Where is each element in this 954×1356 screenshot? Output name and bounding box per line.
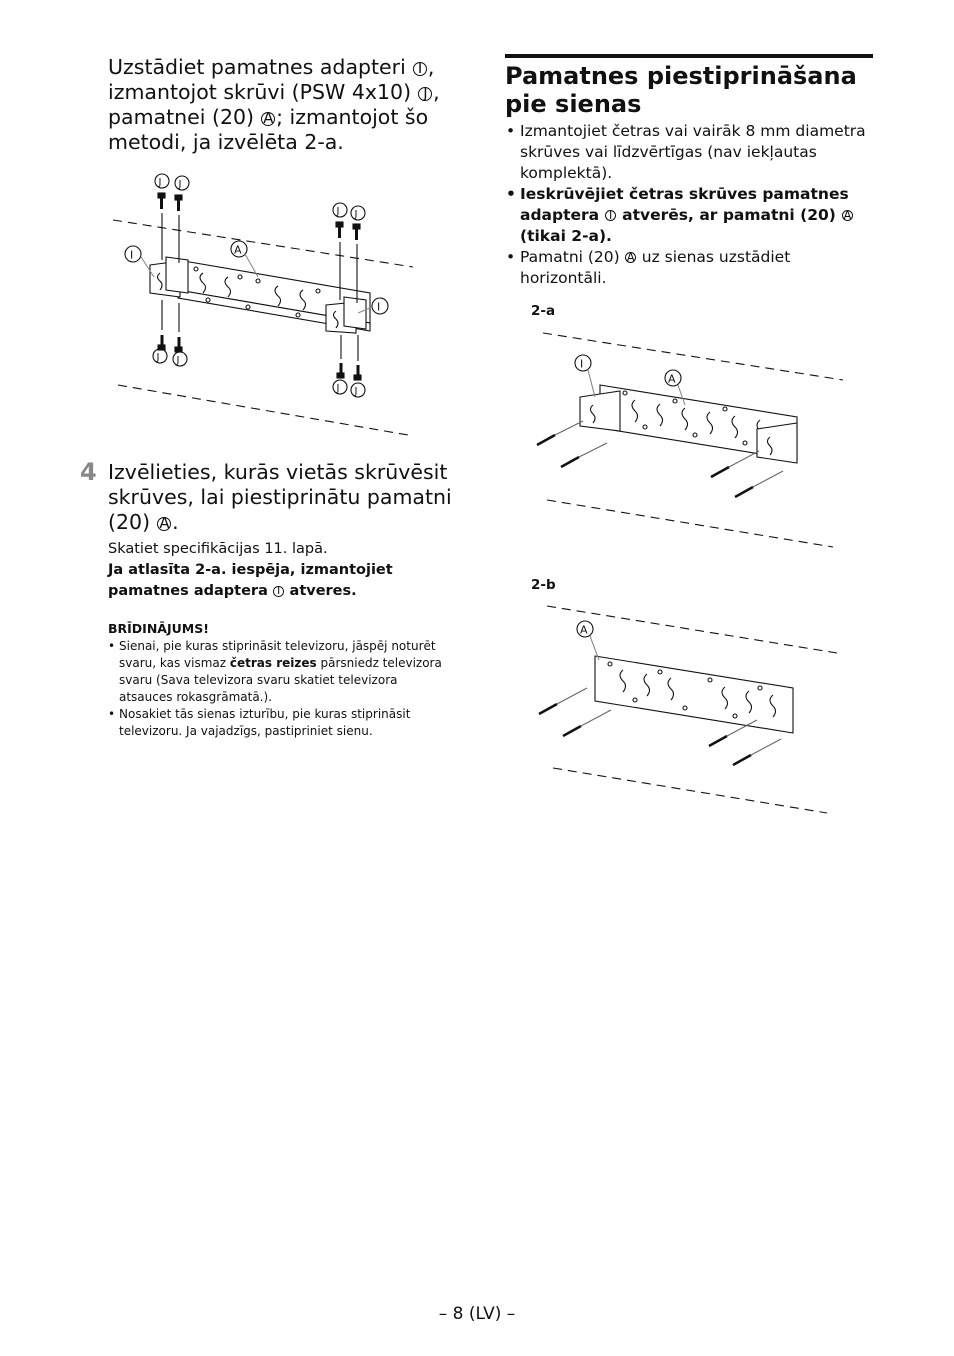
figure-label-a: A	[580, 623, 588, 637]
instruction-2-text-3: (tikai 2-a).	[520, 227, 612, 245]
warning-box	[108, 621, 448, 740]
figure-label-i: I	[130, 248, 134, 262]
warning-item-1-text: Sienai, pie kuras stiprināsit televizoru, jāspēj noturēt svaru, kas vismaz	[119, 639, 436, 670]
intro-text-1: Uzstādiet pamatnes adapteri	[108, 55, 413, 79]
warning-item-1-text-end: pārsniedz televizora svaru (Sava televizora svaru skatiet televizora atsauces rokasgrāmatā.).	[119, 656, 442, 704]
screw-group-top-left	[155, 174, 189, 263]
figure-label-j: J	[354, 209, 358, 220]
figure-label-j: J	[176, 355, 180, 366]
instruction-item: • Izmantojiet četras vai vairāk 8 mm diametra skrūves vai līdzvērtīgas (nav iekļautas komplektā).	[505, 121, 875, 184]
instruction-2-text-1: Ieskrūvējiet četras skrūves pamatnes adaptera	[520, 185, 849, 224]
figure-label-j: J	[354, 386, 358, 397]
warning-item-1-bold: četras reizes	[229, 656, 317, 670]
step-4-reference: Skatiet specifikācijas 11. lapā.	[108, 541, 328, 557]
wall-guide-line-bottom	[553, 768, 827, 813]
page-number: – 8 (LV) –	[438, 1304, 516, 1324]
warning-title: BRĪDINĀJUMS!	[108, 621, 209, 636]
figure-2b-label: 2-b	[531, 577, 556, 593]
wall-mount-2b-illustration	[525, 598, 855, 818]
step-4-heading	[108, 460, 460, 535]
figure-label-j: J	[156, 352, 160, 363]
warning-item	[108, 638, 448, 706]
figure-label-i: I	[377, 300, 381, 314]
figure-label-i: I	[580, 357, 584, 371]
screw-group-bottom-left	[153, 300, 187, 366]
callout-a	[577, 621, 599, 660]
wall-guide-line-top	[547, 606, 837, 653]
instruction-3-text-1: Pamatni (20)	[520, 248, 625, 266]
adapter-right	[757, 423, 797, 463]
label-i-symbol: I	[413, 62, 427, 76]
figure-label-j: J	[158, 177, 162, 188]
figure-label-j: J	[336, 383, 340, 394]
label-i-symbol: I	[273, 586, 284, 597]
step-4-bold-note	[108, 560, 460, 602]
instruction-item	[505, 184, 875, 247]
label-a-symbol: A	[263, 109, 274, 127]
wall-guide-line-top	[113, 220, 413, 267]
section-title: Pamatnes piestiprināšana pie sienas	[505, 62, 857, 118]
figure-label-a: A	[234, 243, 242, 257]
label-i-symbol: I	[605, 210, 616, 221]
adapter-left	[150, 257, 188, 297]
figure-label-a: A	[668, 372, 676, 386]
label-a-symbol: A	[843, 209, 852, 223]
screw-group-bottom-right	[333, 335, 365, 397]
step-4-heading-end: .	[172, 510, 179, 534]
warning-item: • Nosakiet tās sienas izturību, pie kuras stiprināsit televizoru. Ja vajadzīgs, pastipriniet sienu.	[108, 706, 448, 740]
instruction-2-text-2: atverēs, ar pamatni (20)	[616, 206, 842, 224]
label-a-symbol: A	[626, 251, 635, 265]
warning-list	[108, 638, 448, 740]
instruction-item	[505, 247, 875, 289]
step-4-heading-text: Izvēlieties, kurās vietās skrūvēsit skrūves, lai piestiprinātu pamatni (20)	[108, 460, 452, 534]
callout-i	[575, 355, 595, 397]
wall-mount-2a-illustration	[525, 325, 855, 555]
intro-text-4: ; izmantojot šo metodi, ja izvēlēta 2-a.	[108, 105, 429, 154]
intro-paragraph	[108, 55, 468, 155]
base-bracket	[595, 656, 793, 733]
figure-label-j: J	[178, 179, 182, 190]
step-4-bold-text-1: Ja atlasīta 2-a. iespēja, izmantojiet pamatnes adaptera	[108, 562, 393, 599]
step-4	[80, 460, 460, 602]
adapter-left	[580, 391, 620, 431]
label-j-symbol: J	[418, 87, 432, 101]
figure-label-j: J	[336, 206, 340, 217]
wall-guide-line-bottom	[547, 500, 833, 547]
instruction-3-text-2: uz sienas uzstādiet horizontāli.	[520, 248, 791, 287]
step-4-bold-text-2: atveres.	[284, 583, 357, 599]
intro-text-2: , izmantojot skrūvi (PSW 4x10)	[108, 55, 435, 104]
instruction-list	[505, 121, 875, 289]
intro-text-3: , pamatnei (20)	[108, 80, 440, 129]
section-rule	[505, 54, 873, 58]
label-a-symbol: A	[159, 514, 170, 532]
figure-2a-label: 2-a	[531, 303, 556, 319]
adapter-assembly-illustration	[108, 165, 418, 445]
step-number: 4	[80, 458, 97, 486]
